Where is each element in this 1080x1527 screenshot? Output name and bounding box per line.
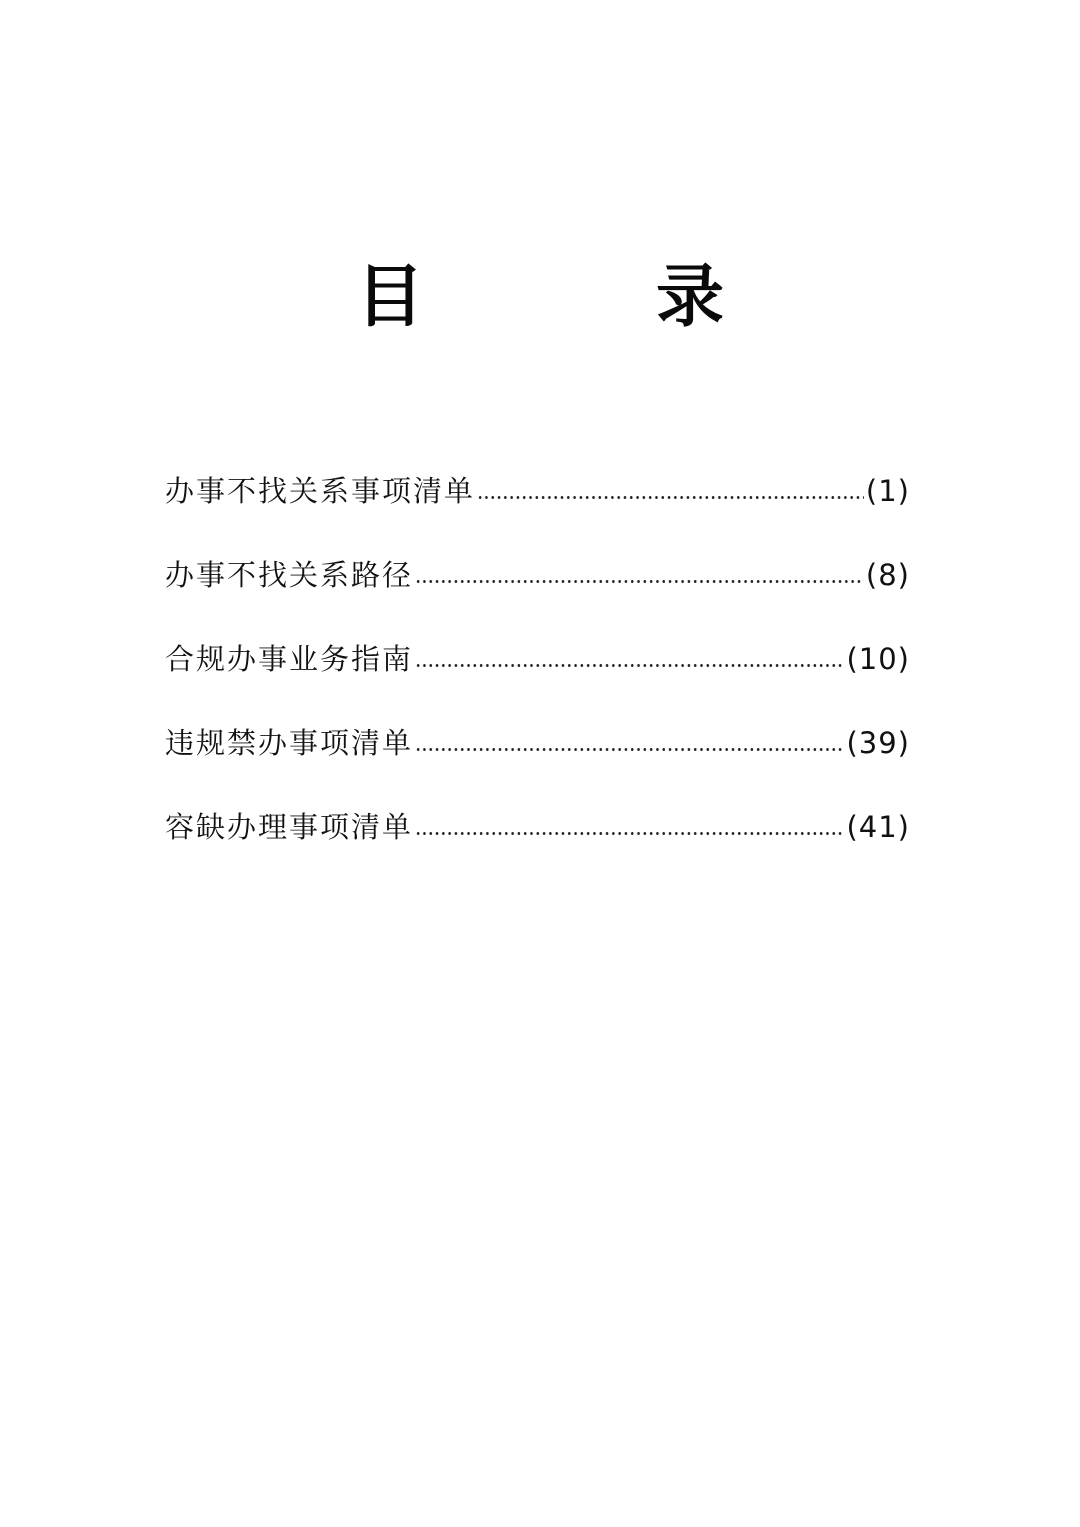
dot-leader bbox=[415, 832, 844, 835]
toc-entry-page: (41) bbox=[846, 810, 910, 844]
toc-entry-page: (1) bbox=[865, 474, 910, 508]
toc-entry-page: (10) bbox=[846, 642, 910, 676]
toc-entry[interactable] bbox=[165, 718, 910, 802]
toc-entry[interactable] bbox=[165, 550, 910, 634]
toc-entry-label: 办事不找关系路径 bbox=[165, 558, 414, 592]
toc-entry-label: 办事不找关系事项清单 bbox=[165, 474, 476, 508]
dot-leader bbox=[415, 664, 844, 667]
dot-leader bbox=[415, 748, 844, 751]
toc-entry[interactable] bbox=[165, 802, 910, 886]
table-of-contents bbox=[165, 466, 910, 886]
toc-entry-label: 合规办事业务指南 bbox=[165, 642, 414, 676]
toc-entry[interactable] bbox=[165, 466, 910, 550]
toc-entry-page: (8) bbox=[865, 558, 910, 592]
toc-entry-label: 容缺办理事项清单 bbox=[165, 810, 414, 844]
toc-entry-page: (39) bbox=[846, 726, 910, 760]
dot-leader bbox=[415, 580, 864, 583]
toc-entry[interactable] bbox=[165, 634, 910, 718]
toc-title: 目 录 bbox=[355, 258, 806, 337]
toc-entry-label: 违规禁办事项清单 bbox=[165, 726, 414, 760]
dot-leader bbox=[477, 496, 864, 499]
